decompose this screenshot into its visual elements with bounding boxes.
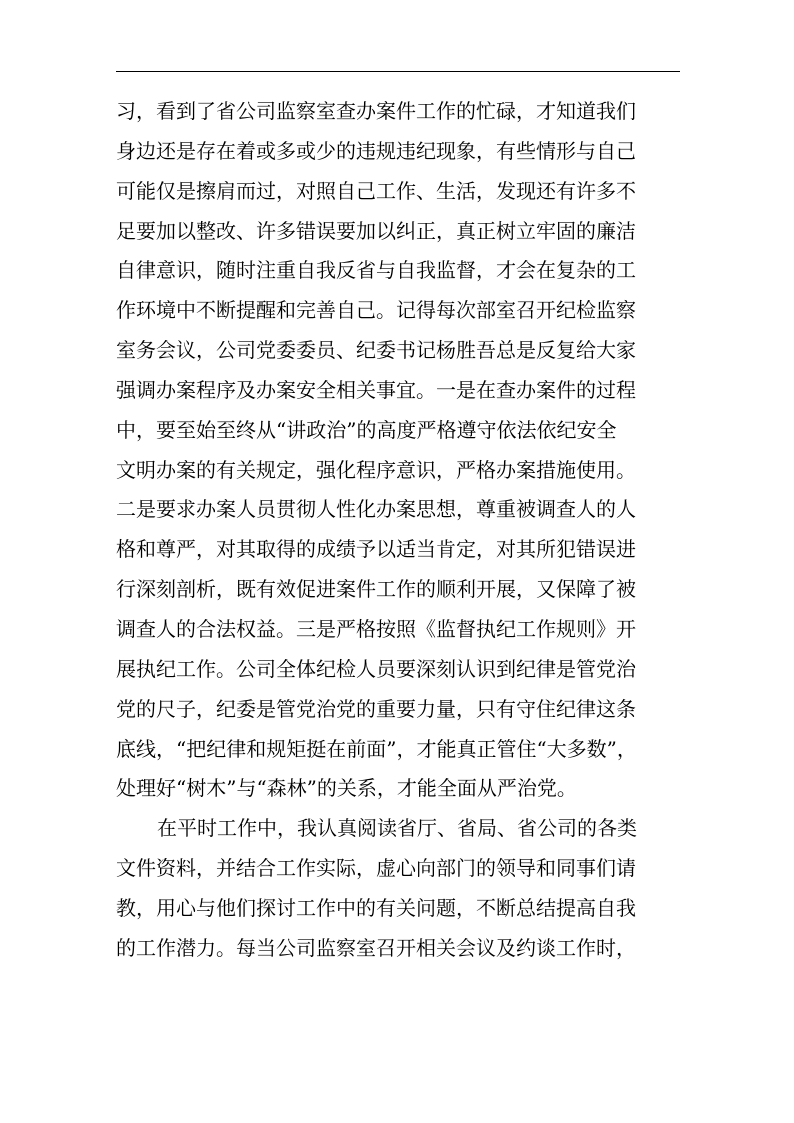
paragraph	[116, 809, 686, 968]
text-line: 处理好“树木”与“森林”的关系，才能全面从严治党。	[116, 776, 577, 801]
text-line: 教，用心与他们探讨工作中的有关问题，不断总结提高自我	[116, 895, 636, 920]
text-line: 的工作潜力。每当公司监察室召开相关会议及约谈工作时，	[116, 935, 636, 960]
text-line: 可能仅是擦肩而过，对照自己工作、生活，发现还有许多不	[116, 178, 636, 203]
text-line: 调查人的合法权益。三是严格按照《监督执纪工作规则》开	[116, 616, 636, 641]
text-line: 在平时工作中，我认真阅读省厅、省局、省公司的各类	[157, 816, 637, 841]
text-line: 习，看到了省公司监察室查办案件工作的忙碌，才知道我们	[116, 99, 636, 123]
text-line: 作环境中不断提醒和完善自己。记得每次部室召开纪检监察	[116, 298, 636, 323]
paragraph	[116, 92, 686, 809]
text-line: 行深刻剖析，既有效促进案件工作的顺利开展，又保障了被	[116, 577, 636, 602]
text-line: 党的尺子，纪委是管党治党的重要力量，只有守住纪律这条	[116, 696, 636, 721]
header-rule	[116, 71, 680, 72]
text-line: 底线，“把纪律和规矩挺在前面”，才能真正管住“大多数”，	[116, 736, 637, 761]
text-line: 文件资料，并结合工作实际，虚心向部门的领导和同事们请	[116, 856, 636, 881]
text-line: 文明办案的有关规定，强化程序意识，严格办案措施使用。	[116, 457, 636, 482]
text-line: 强调办案程序及办案安全相关事宜。一是在查办案件的过程	[116, 377, 636, 402]
text-line: 中，要至始至终从“讲政治”的高度严格遵守依法依纪安全	[116, 417, 617, 442]
text-line: 室务会议，公司党委委员、纪委书记杨胜吾总是反复给大家	[116, 338, 636, 363]
text-line: 自律意识，随时注重自我反省与自我监督，才会在复杂的工	[116, 258, 636, 283]
text-line: 二是要求办案人员贯彻人性化办案思想，尊重被调查人的人	[116, 497, 636, 522]
document-body	[116, 92, 686, 969]
text-line: 足要加以整改、许多错误要加以纠正，真正树立牢固的廉洁	[116, 218, 636, 243]
text-line: 展执纪工作。公司全体纪检人员要深刻认识到纪律是管党治	[116, 656, 636, 681]
text-line: 格和尊严，对其取得的成绩予以适当肯定，对其所犯错误进	[116, 537, 636, 562]
text-line: 身边还是存在着或多或少的违规违纪现象，有些情形与自己	[116, 138, 636, 163]
